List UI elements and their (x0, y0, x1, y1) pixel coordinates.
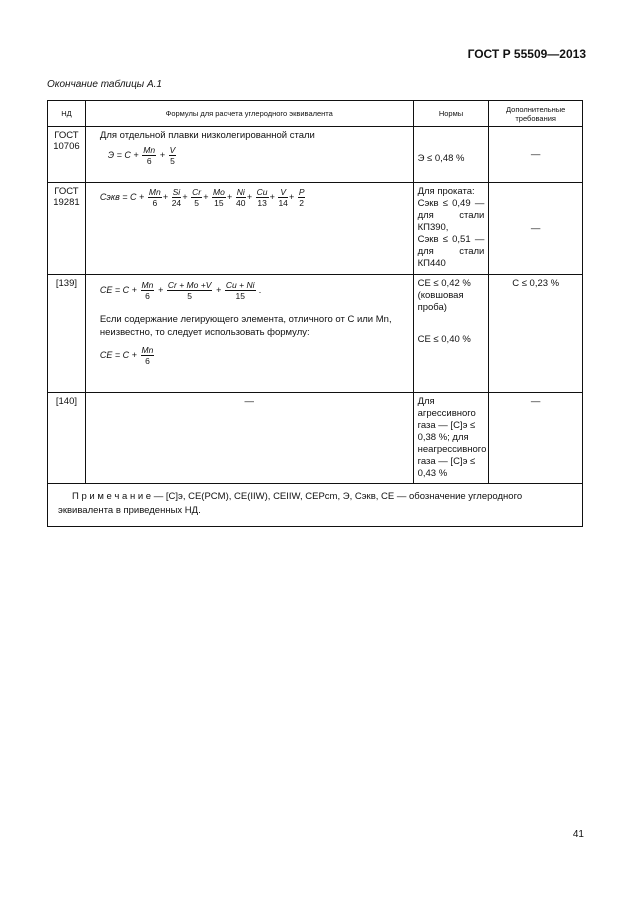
formula-fraction: $\frac{Ni}{40}$ (236, 187, 246, 208)
plus-sign: + (226, 192, 233, 203)
formula-fraction: $\frac{Mo}{15}$ (213, 187, 225, 208)
formula-fraction: $\frac{P}{2}$ (298, 187, 305, 208)
table-row (48, 393, 583, 484)
standard-designation: ГОСТ Р 55509—2013 (467, 47, 586, 61)
plus-sign: + (182, 192, 188, 203)
formula-lhs: Cэкв = C + (99, 192, 145, 203)
formula-fraction: $\frac{Cr + Mo +V}{5}$ (167, 280, 212, 301)
row-extra: — (489, 183, 583, 275)
formula-fraction: $\frac{Cu}{13}$ (256, 187, 268, 208)
formula-fraction: $\frac{V}{14}$ (278, 187, 288, 208)
row-extra: C ≤ 0,23 % (489, 275, 583, 393)
table-row (48, 275, 583, 393)
formula-fraction: $\frac{V}{5}$ (169, 145, 176, 166)
table-note (48, 484, 583, 527)
table-header-row (48, 101, 583, 127)
note-label: П р и м е ч а н и е (72, 491, 152, 502)
formula-fraction: $\frac{Mn}{6}$ (148, 187, 161, 208)
formula-fraction: $\frac{Cr}{5}$ (192, 187, 202, 208)
formula-lhs: CE = C + (99, 285, 137, 296)
row-norm: Для агрессивного газа — [C]э ≤ 0,38 %; для неагрессивного газа — [C]э ≤ 0,43 % (413, 393, 489, 484)
row-nd: [140] (48, 393, 86, 484)
row-extra: — (489, 393, 583, 484)
formula-fraction: $\frac{Mn}{6}$ (141, 280, 154, 301)
row-description: Если содержание легирующего элемента, отличного от C или Mn, неизвестно, то следует использовать формулу: (99, 314, 392, 338)
plus-sign: + (288, 192, 295, 203)
formula-fraction: $\frac{Mn}{6}$ (143, 145, 156, 166)
row-formula (85, 183, 413, 275)
header-norms: Нормы (413, 101, 489, 127)
row-nd: ГОСТ 19281 (48, 183, 86, 275)
row-extra: — (489, 127, 583, 183)
plus-sign: + (162, 192, 168, 203)
formula-fraction: $\frac{Mn}{6}$ (141, 345, 154, 366)
header-extra: Дополнительные требования (489, 101, 583, 127)
plus-sign: + (269, 192, 275, 203)
row-formula: — (85, 393, 413, 484)
row-norm: Э ≤ 0,48 % (413, 127, 489, 183)
row-nd: ГОСТ 10706 (48, 127, 86, 183)
formula-lhs: CE = C + (99, 350, 137, 361)
carbon-equivalent-table (47, 100, 583, 527)
table-row (48, 127, 583, 183)
period: . (259, 285, 262, 296)
row-formula (85, 275, 413, 393)
formula-lhs: Э = C + (107, 150, 139, 161)
plus-sign: + (216, 285, 222, 296)
header-nd: НД (48, 101, 86, 127)
row-description: Для отдельной плавки низколегированной стали (99, 130, 315, 141)
formula-fraction: $\frac{Si}{24}$ (171, 187, 182, 208)
row-norm: Для проката: Cэкв ≤ 0,49 — для стали КП390, Cэкв ≤ 0,51 — для стали КП440 (413, 183, 489, 275)
table-row (48, 183, 583, 275)
plus-sign: + (158, 285, 164, 296)
plus-sign: + (246, 192, 253, 203)
row-norm: CE ≤ 0,42 % (ковшовая проба) CE ≤ 0,40 % (413, 275, 489, 393)
plus-sign: + (203, 192, 209, 203)
row-nd: [139] (48, 275, 86, 393)
table-caption: Окончание таблицы А.1 (47, 79, 162, 90)
plus-sign: + (159, 150, 166, 161)
row-formula (85, 127, 413, 183)
page-number: 41 (572, 829, 584, 840)
header-formulas: Формулы для расчета углеродного эквивалента (85, 101, 413, 127)
table-note-row (48, 484, 583, 527)
note-text: — [C]э, CE(PCM), CE(IIW), CEIIW, CEPcm, Э, Cэкв, CE — обозначение углеродного эквивалента в приведенных НД. (58, 491, 523, 516)
formula-fraction: $\frac{Cu + Ni}{15}$ (225, 280, 255, 301)
